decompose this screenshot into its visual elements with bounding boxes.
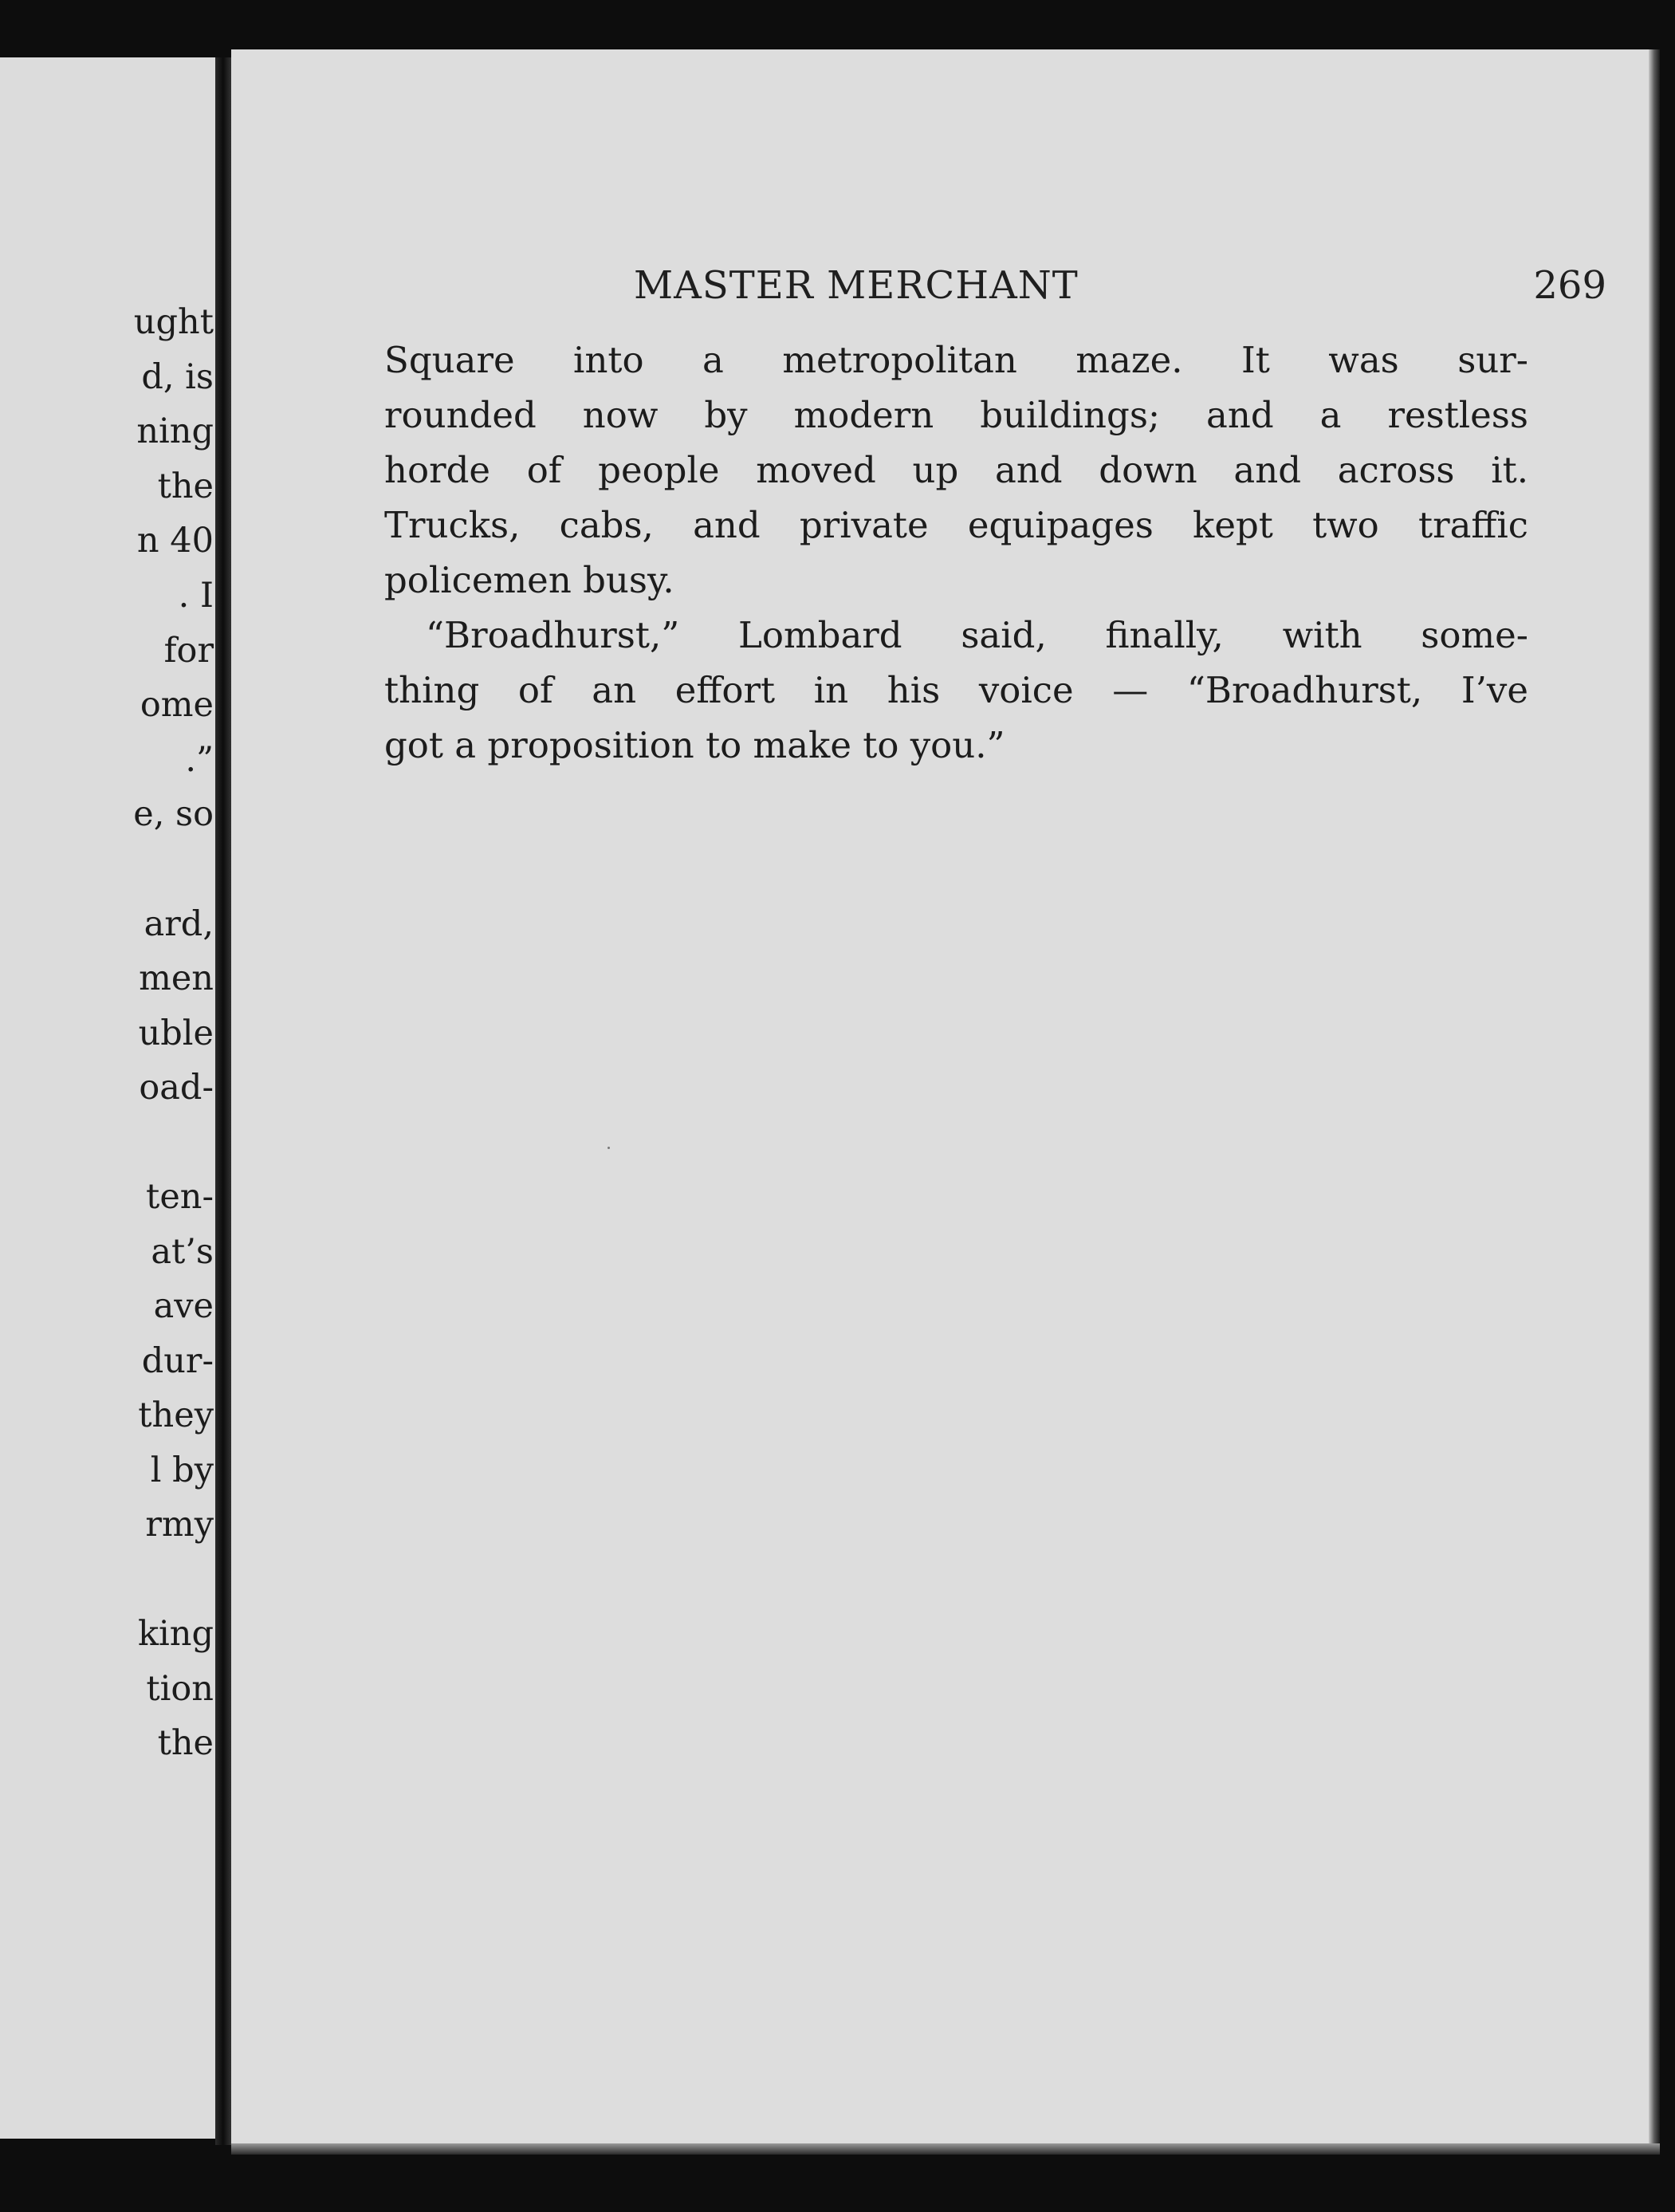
page-bottom-edge bbox=[231, 2143, 1660, 2155]
page-right-edge bbox=[1649, 49, 1660, 2153]
text-line: horde of people moved up and down and across it. bbox=[384, 449, 1528, 491]
running-title: MASTER MERCHANT bbox=[634, 263, 1079, 308]
facing-line-fragment: king bbox=[137, 1614, 214, 1654]
facing-line-fragment: ten- bbox=[146, 1177, 214, 1217]
facing-line-fragment: ave bbox=[153, 1286, 214, 1326]
running-head bbox=[231, 263, 1650, 319]
facing-line-fragment: e, so bbox=[133, 794, 214, 834]
facing-line-fragment: oad- bbox=[139, 1068, 214, 1108]
facing-line-fragment: d, is bbox=[141, 357, 214, 397]
text-line: “Broadhurst,” Lombard said, finally, with some- bbox=[426, 614, 1528, 656]
text-line: thing of an effort in his voice — “Broadhurst, I’ve bbox=[384, 669, 1528, 711]
facing-line-fragment: at’s bbox=[151, 1232, 214, 1272]
facing-line-fragment: l by bbox=[150, 1450, 214, 1490]
facing-page-left bbox=[0, 57, 220, 2139]
facing-line-fragment: the bbox=[157, 1723, 214, 1763]
facing-line-fragment: ning bbox=[136, 411, 214, 451]
text-line: Square into a metropolitan maze. It was sur- bbox=[384, 339, 1528, 381]
text-line: policemen busy. bbox=[384, 559, 674, 601]
text-line: rounded now by modern buildings; and a restless bbox=[384, 394, 1528, 436]
facing-line-fragment: . I bbox=[178, 576, 214, 616]
facing-line-fragment: the bbox=[157, 466, 214, 506]
facing-line-fragment: men bbox=[139, 958, 214, 998]
facing-line-fragment: for bbox=[163, 631, 214, 671]
facing-line-fragment: .” bbox=[185, 740, 214, 780]
text-line: got a proposition to make to you.” bbox=[384, 724, 1005, 766]
facing-line-fragment: ught bbox=[133, 302, 214, 342]
facing-line-fragment: uble bbox=[138, 1014, 214, 1053]
facing-line-fragment: rmy bbox=[145, 1505, 214, 1545]
paper-speck bbox=[607, 1147, 610, 1149]
facing-line-fragment: ome bbox=[140, 685, 214, 725]
book-gutter bbox=[215, 57, 233, 2145]
facing-line-fragment: tion bbox=[146, 1669, 214, 1709]
body-text bbox=[384, 333, 1528, 773]
page-right bbox=[231, 49, 1650, 2145]
facing-line-fragment: ard, bbox=[144, 904, 214, 944]
page-number: 269 bbox=[1533, 263, 1606, 308]
facing-line-fragment: dur- bbox=[141, 1341, 214, 1381]
text-line: Trucks, cabs, and private equipages kept two traffic bbox=[384, 504, 1528, 546]
facing-line-fragment: n 40 bbox=[136, 521, 214, 561]
facing-line-fragment: they bbox=[138, 1395, 214, 1435]
